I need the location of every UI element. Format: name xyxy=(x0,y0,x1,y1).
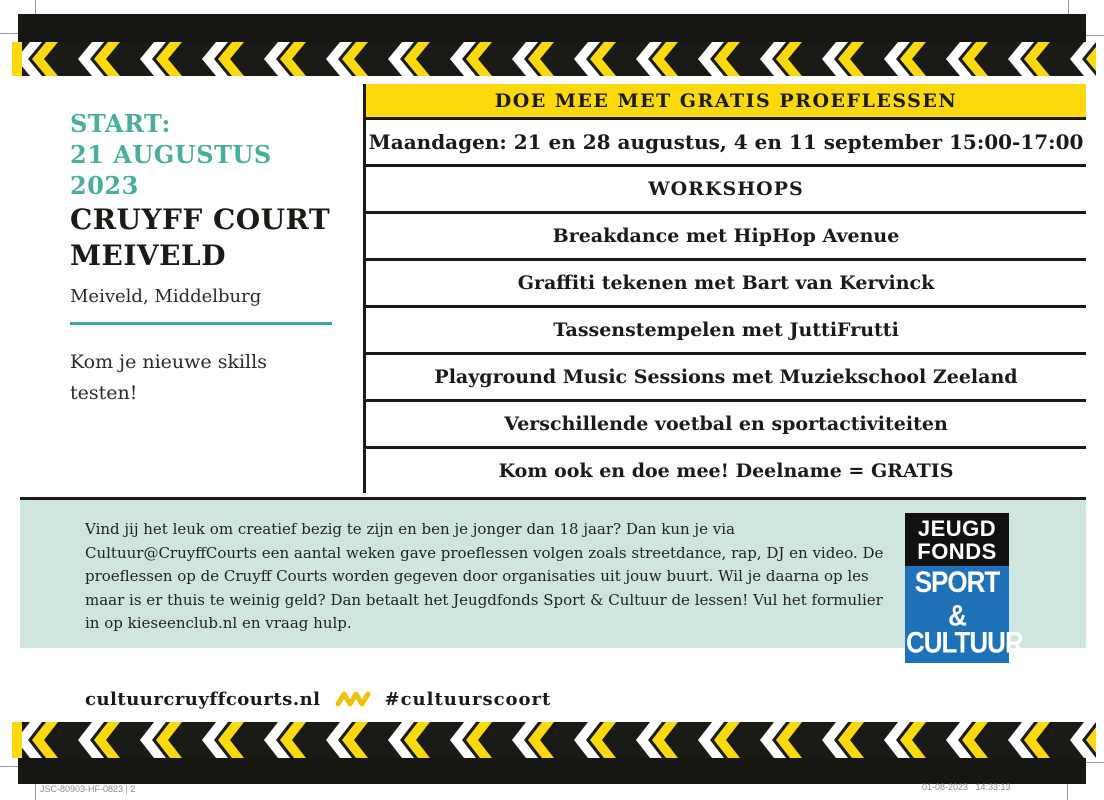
schedule-row: Verschillende voetbal en sportactiviteiten xyxy=(366,402,1086,449)
print-code: JSC-80903-HF-0823 | 2 xyxy=(40,784,136,794)
location-text: Meiveld, Middelburg xyxy=(70,286,262,307)
schedule-row-workshops: WORKSHOPS xyxy=(366,167,1086,214)
crop-mark xyxy=(0,33,20,34)
court-title xyxy=(70,202,330,274)
chevron-band-bottom-icon xyxy=(12,722,1096,762)
logo-line: JEUGD xyxy=(917,516,997,541)
court-title-line: MEIVELD xyxy=(70,239,226,272)
divider-rule xyxy=(70,322,332,325)
website-text: cultuurcruyffcourts.nl xyxy=(85,688,321,710)
jeugdfonds-logo-bottom xyxy=(905,564,1023,663)
schedule-header: DOE MEE MET GRATIS PROEFLESSEN xyxy=(366,84,1086,120)
schedule-row: Playground Music Sessions met Muziekschool Zeeland xyxy=(366,355,1086,402)
jeugdfonds-logo xyxy=(905,513,1023,663)
zigzag-icon xyxy=(335,689,371,709)
footer xyxy=(85,686,551,712)
court-title-line: CRUYFF COURT xyxy=(70,203,331,236)
schedule-row: Breakdance met HipHop Avenue xyxy=(366,214,1086,261)
bottom-black-bar xyxy=(18,758,1086,784)
info-box xyxy=(20,500,1086,660)
info-paragraph: Vind jij het leuk om creatief bezig te zijn en ben je jonger dan 18 jaar? Dan kun je via Cultuur@CruyffCourts een aantal weken gave proeflessen volgen zoals streetdance, rap, DJ en video. De proeflessen op de Cruyff Courts worden gegeven door organisaties uit jouw buurt. Wil je daarna op les maar is er thuis te weinig geld? Dan betaalt het Jeugdfonds Sport & Cultuur de lessen! Vul het formulier in op kieseenclub.nl en vraag hulp. xyxy=(85,520,884,632)
logo-line: FONDS xyxy=(917,539,997,564)
chevron-band-top-icon xyxy=(12,42,1096,80)
logo-line: SPORT & xyxy=(914,564,1000,633)
hashtag-text: #cultuurscoort xyxy=(384,688,552,710)
schedule-table xyxy=(363,84,1086,493)
crop-mark xyxy=(1086,35,1104,36)
schedule-row: Graffiti tekenen met Bart van Kervinck xyxy=(366,261,1086,308)
start-date-heading xyxy=(70,108,272,201)
top-black-bar xyxy=(18,14,1086,42)
schedule-row-cta: Kom ook en doe mee! Deelname = GRATIS xyxy=(366,449,1086,493)
start-line: START: xyxy=(70,109,171,138)
start-line: 21 AUGUSTUS xyxy=(70,140,272,169)
tagline-text: Kom je nieuwe skills testen! xyxy=(70,351,267,404)
schedule-row-dates: Maandagen: 21 en 28 augustus, 4 en 11 september 15:00-17:00 xyxy=(366,120,1086,167)
schedule-row: Tassenstempelen met JuttiFrutti xyxy=(366,308,1086,355)
jeugdfonds-logo-top xyxy=(905,513,1009,566)
crop-mark xyxy=(1086,762,1104,763)
crop-mark xyxy=(0,766,20,767)
logo-line: CULTUUR xyxy=(906,624,1023,660)
print-timestamp: 01-08-2023 14:33:13 xyxy=(922,782,1011,792)
start-line: 2023 xyxy=(70,171,139,200)
